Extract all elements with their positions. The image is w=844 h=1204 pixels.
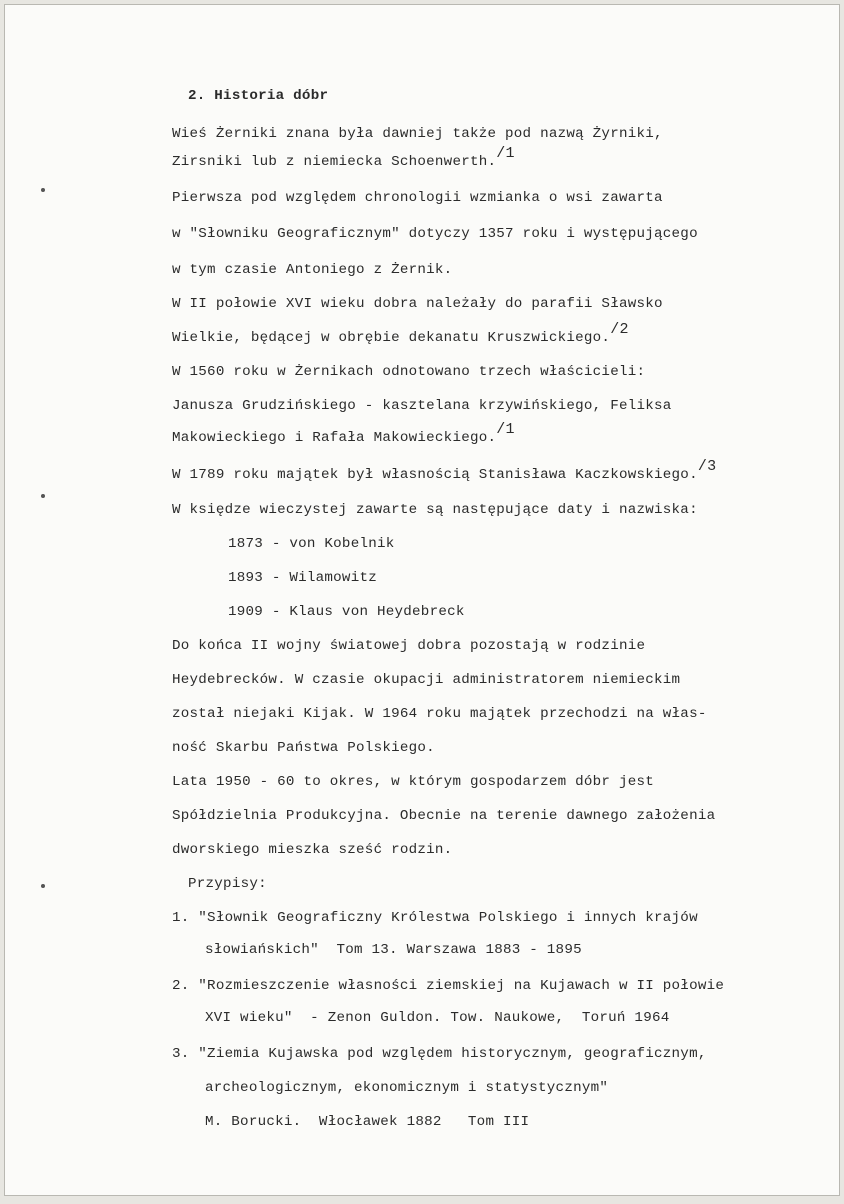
footnote-line: 2. "Rozmieszczenie własności ziemskiej na Kujawach w II połowie xyxy=(172,978,725,994)
body-line: w tym czasie Antoniego z Żernik. xyxy=(172,262,453,278)
footnote-line: 3. "Ziemia Kujawska pod względem historycznym, geograficznym, xyxy=(172,1046,707,1062)
section-heading: 2. Historia dóbr xyxy=(188,88,329,104)
body-line: ność Skarbu Państwa Polskiego. xyxy=(172,740,435,756)
deed-entry: 1909 - Klaus von Heydebreck xyxy=(228,604,465,620)
footnote-line: XVI wieku" - Zenon Guldon. Tow. Naukowe, Toruń 1964 xyxy=(205,1010,670,1026)
body-line: Pierwsza pod względem chronologii wzmianka o wsi zawarta xyxy=(172,190,663,206)
body-line: Wieś Żerniki znana była dawniej także pod nazwą Żyrniki, xyxy=(172,126,663,142)
body-line xyxy=(172,321,629,347)
body-line: Spółdzielnia Produkcyjna. Obecnie na terenie dawnego założenia xyxy=(172,808,716,824)
body-line: W 1560 roku w Żernikach odnotowano trzech właścicieli: xyxy=(172,364,646,380)
body-line: Janusza Grudzińskiego - kasztelana krzywińskiego, Feliksa xyxy=(172,398,672,414)
deed-entry: 1873 - von Kobelnik xyxy=(228,536,395,552)
footnote-line: archeologicznym, ekonomicznym i statystycznym" xyxy=(205,1080,609,1096)
body-line xyxy=(172,421,515,447)
body-line-text: W 1789 roku majątek był własnością Stanisława Kaczkowskiego. xyxy=(172,467,698,483)
body-line: W II połowie XVI wieku dobra należały do parafii Sławsko xyxy=(172,296,663,312)
footnote-ref: /1 xyxy=(496,421,515,438)
punch-hole-mark xyxy=(41,494,45,498)
body-line-text: Zirsniki lub z niemiecka Schoenwerth. xyxy=(172,154,497,170)
footnote-ref: /1 xyxy=(496,145,515,162)
typewritten-page xyxy=(4,4,840,1196)
footnote-ref: /3 xyxy=(697,458,717,475)
body-line: Heydebrecków. W czasie okupacji administratorem niemieckim xyxy=(172,672,681,688)
body-line-text: Wielkie, będącej w obrębie dekanatu Kruszwickiego. xyxy=(172,330,611,346)
body-line: dworskiego mieszka sześć rodzin. xyxy=(172,842,453,858)
body-line: w "Słowniku Geograficznym" dotyczy 1357 roku i występującego xyxy=(172,226,698,242)
body-line xyxy=(172,458,717,484)
body-line: Do końca II wojny światowej dobra pozostają w rodzinie xyxy=(172,638,646,654)
footnote-line: 1. "Słownik Geograficzny Królestwa Polskiego i innych krajów xyxy=(172,910,698,926)
body-line: został niejaki Kijak. W 1964 roku majątek przechodzi na włas- xyxy=(172,706,707,722)
punch-hole-mark xyxy=(41,884,45,888)
body-line: Lata 1950 - 60 to okres, w którym gospodarzem dóbr jest xyxy=(172,774,655,790)
body-line-text: Makowieckiego i Rafała Makowieckiego. xyxy=(172,430,497,446)
footnote-line: słowiańskich" Tom 13. Warszawa 1883 - 1895 xyxy=(205,942,582,958)
footnote-ref: /2 xyxy=(610,321,629,338)
body-line xyxy=(172,145,515,171)
body-line: W księdze wieczystej zawarte są następujące daty i nazwiska: xyxy=(172,502,698,518)
deed-entry: 1893 - Wilamowitz xyxy=(228,570,377,586)
footnote-line: M. Borucki. Włocławek 1882 Tom III xyxy=(205,1114,530,1130)
punch-hole-mark xyxy=(41,188,45,192)
footnotes-heading: Przypisy: xyxy=(188,876,267,892)
